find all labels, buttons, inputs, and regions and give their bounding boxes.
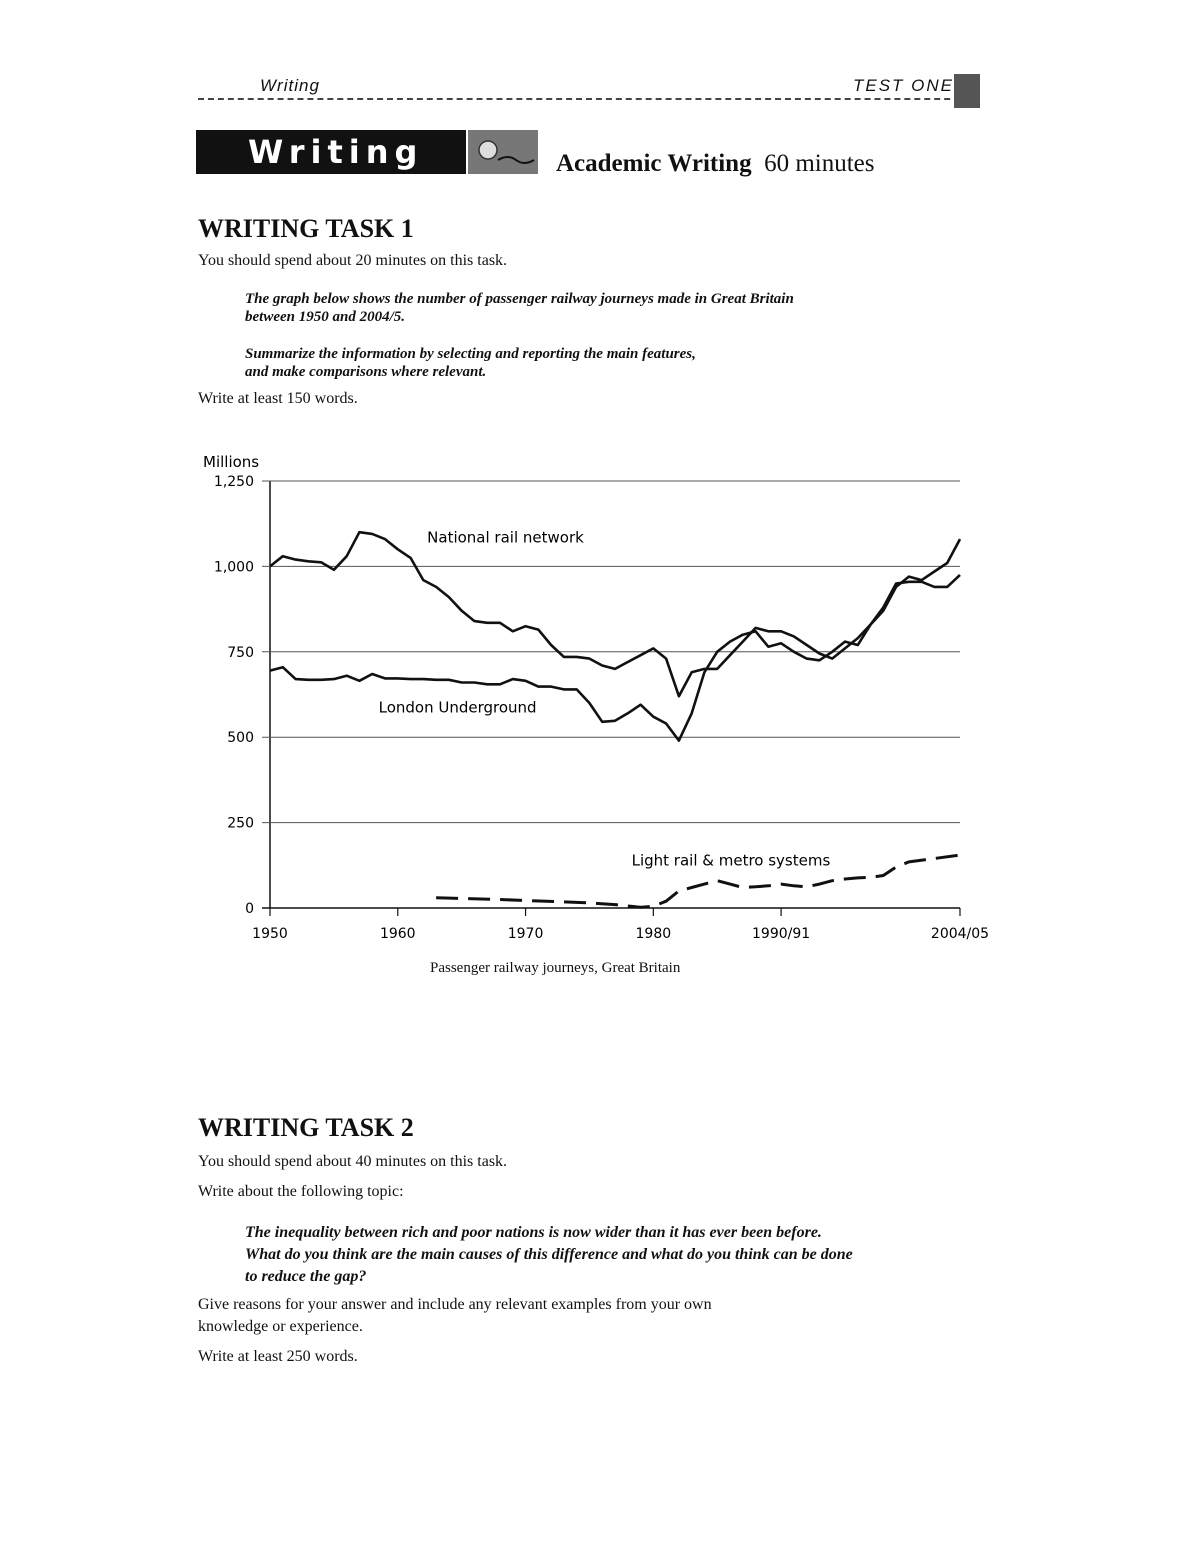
task1-instruction-line2: between 1950 and 2004/5. (245, 309, 405, 325)
x-tick-label: 1960 (379, 926, 416, 942)
task1-instruction-line3: Summarize the information by selecting and reporting the main features, (245, 346, 696, 362)
y-tick-label: 500 (227, 730, 254, 747)
label-london-underground: London Underground (378, 698, 537, 717)
x-tick-label: 1970 (507, 926, 544, 942)
chart-grid (214, 474, 989, 942)
test-label: TEST ONE (852, 76, 954, 95)
chart-series-labels (379, 528, 831, 869)
task1-word-count: Write at least 150 words. (198, 390, 358, 407)
pen-icon (468, 130, 538, 174)
task1-title: WRITING TASK 1 (198, 214, 414, 243)
task1-instruction-line4: and make comparisons where relevant. (245, 364, 487, 380)
x-tick-label: 2004/05 (930, 926, 990, 942)
y-tick-label: 750 (227, 644, 254, 661)
x-tick-label: 1990/91 (752, 926, 811, 942)
task2-reasons-line2: knowledge or experience. (198, 1318, 363, 1335)
task2-prompt-line1: The inequality between rich and poor nations is now wider than it has ever been before. (245, 1224, 822, 1241)
y-tick-label: 250 (227, 815, 254, 832)
task1-instruction-1 (245, 290, 945, 326)
task2-prompt-line2: What do you think are the main causes of this difference and what do you think can be done (245, 1246, 853, 1263)
task2-reasons (198, 1294, 712, 1338)
task2-prompt (245, 1222, 965, 1288)
y-tick-label: 1,250 (213, 474, 254, 490)
national-rail-line (270, 532, 960, 696)
chart-series (270, 532, 960, 907)
y-tick-label: 1,000 (213, 559, 254, 576)
banner-subtitle-bold: Academic Writing (556, 150, 752, 177)
banner-time: 60 minutes (764, 150, 875, 177)
task2-time-note: You should spend about 40 minutes on this task. (198, 1153, 508, 1170)
banner-subtitle (556, 150, 875, 178)
task2-title: WRITING TASK 2 (198, 1113, 414, 1142)
task1-instruction-2 (245, 345, 945, 381)
label-national-rail: National rail network (427, 528, 584, 547)
y-tick-label: 0 (245, 901, 254, 917)
task2-word-count: Write at least 250 words. (198, 1348, 358, 1365)
section-banner: Writing (196, 130, 466, 174)
y-axis-title: Millions (203, 453, 260, 471)
railway-chart (190, 445, 990, 955)
task2-prompt-line3: to reduce the gap? (245, 1268, 367, 1285)
label-light-rail: Light rail & metro systems (631, 851, 831, 870)
task1-time-note: You should spend about 20 minutes on this task. (198, 252, 508, 269)
page-tab-marker (954, 74, 980, 108)
task1-instruction-line1: The graph below shows the number of passenger railway journeys made in Great Britain (245, 291, 794, 307)
task2-reasons-line1: Give reasons for your answer and include any relevant examples from your own (198, 1296, 712, 1313)
running-header (198, 74, 980, 100)
section-label: Writing (260, 76, 320, 95)
x-tick-label: 1950 (252, 926, 288, 942)
chart-caption: Passenger railway journeys, Great Britain (430, 960, 681, 976)
x-tick-label: 1980 (635, 926, 672, 942)
task2-topic-intro: Write about the following topic: (198, 1183, 404, 1200)
